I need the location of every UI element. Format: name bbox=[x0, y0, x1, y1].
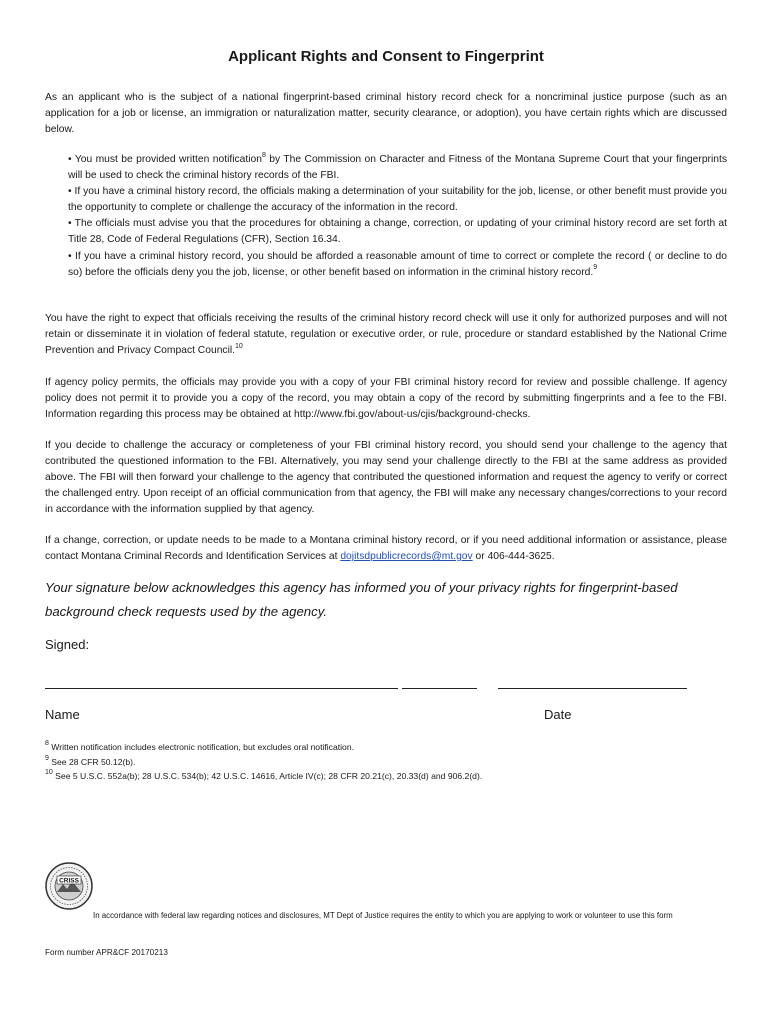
date-signature-line[interactable] bbox=[498, 688, 687, 689]
rights-item-challenge: • If you have a criminal history record, the officials making a determination of your suitability for the job, license, or other benefit must provide you the opportunity to complete or challenge the accuracy of the information in the record. bbox=[68, 186, 727, 214]
signature-line-short[interactable] bbox=[402, 688, 477, 689]
footnote-ref-9: 9 bbox=[593, 264, 598, 272]
contact-paragraph: If a change, correction, or update needs to be made to a Montana criminal history record, or if you need additional information or assistance, please contact Montana Criminal Records and Identification Services at dojitsdpublicrecords@mt.gov or 406-444-3625. bbox=[45, 535, 727, 563]
federal-law-notice: In accordance with federal law regarding notices and disclosures, MT Dept of Justice requires the entity to which you are applying to work or volunteer to use this form bbox=[93, 911, 673, 920]
name-label: Name bbox=[45, 707, 80, 722]
name-signature-line[interactable] bbox=[45, 688, 398, 689]
form-number: Form number APR&CF 20170213 bbox=[45, 948, 168, 957]
page-title: Applicant Rights and Consent to Fingerprint bbox=[228, 48, 544, 65]
footnote-9: $^9$ See 28 CFR 50.12(b). bbox=[45, 754, 136, 767]
acknowledgement-statement: Your signature below acknowledges this agency has informed you of your privacy rights for fingerprint-based background check requests used by the agency. bbox=[45, 580, 678, 619]
footnote-ref-8: 8 bbox=[261, 151, 266, 159]
date-label: Date bbox=[544, 707, 572, 722]
authorized-use-paragraph: You have the right to expect that officials receiving the results of the criminal history record check will use it only for authorized purposes and will not retain or disseminate it in violation of federal statute, regulation or executive order, or rule, procedure or standard established by the National Crime Prevention and Privacy Compact Council.$^{10}$ bbox=[45, 313, 727, 357]
signed-label: Signed: bbox=[45, 637, 90, 652]
footnote-10: $^{10}$ See 5 U.S.C. 552a(b); 28 U.S.C. 534(b); 42 U.S.C. 14616, Article IV(c); 28 CFR 20.21(c), 20.33(d) and 906.2(d). bbox=[45, 769, 483, 781]
intro-paragraph: As an applicant who is the subject of a national fingerprint-based criminal history record check for a noncriminal justice purpose (such as an application for a job or license, an immigration or naturalization matter, security clearance, or adoption), you have certain rights which are discussed below. bbox=[45, 92, 727, 136]
footnote-8: $^8$ Written notification includes electronic notification, but excludes oral notification. bbox=[45, 740, 354, 752]
footnote-ref-10: 10 bbox=[235, 342, 243, 350]
criss-seal-logo bbox=[45, 862, 93, 910]
rights-item-procedures: • The officials must advise you that the procedures for obtaining a change, correction, or updating of your criminal history record are set forth at Title 28, Code of Federal Regulations (CFR), Section 16.34. bbox=[68, 218, 727, 246]
contact-email-link[interactable]: dojitsdpublicrecords@mt.gov bbox=[340, 551, 473, 563]
rights-item-time: • If you have a criminal history record, you should be afforded a reasonable amount of time to correct or complete the record ( or decline to do so) before the officials deny you the job, license, or other benefit based on information in the criminal history record.$^9$ bbox=[68, 250, 727, 278]
agency-policy-paragraph: If agency policy permits, the officials may provide you with a copy of your FBI criminal history record for review and possible challenge. If agency policy does not permit it to provide you a copy of the record, you may obtain a copy of the record by submitting fingerprints and a fee to the FBI. Information regarding this process may be obtained at http://www.fbi.gov/about-us/cjis/background-checks. bbox=[45, 377, 727, 421]
rights-list bbox=[68, 152, 727, 281]
rights-item-notification: • You must be provided written notification$^8$ by The Commission on Character and Fitness of the Montana Supreme Court that your fingerprints will be used to check the criminal history records of the FBI. bbox=[68, 151, 727, 182]
challenge-paragraph: If you decide to challenge the accuracy or completeness of your FBI criminal history record, you should send your challenge to the agency that contributed the questioned information to the FBI. Alternatively, you may send your challenge directly to the FBI at the same address as provided above. The FBI will then forward your challenge to the agency that contributed the questioned information and request the agency to verify or correct the challenged entry. Upon receipt of an official communication from that agency, the FBI will make any necessary changes/corrections to your record in accordance with the information supplied by that agency. bbox=[45, 440, 727, 516]
footnotes bbox=[45, 740, 482, 784]
seal-text: CRISS bbox=[59, 877, 79, 885]
